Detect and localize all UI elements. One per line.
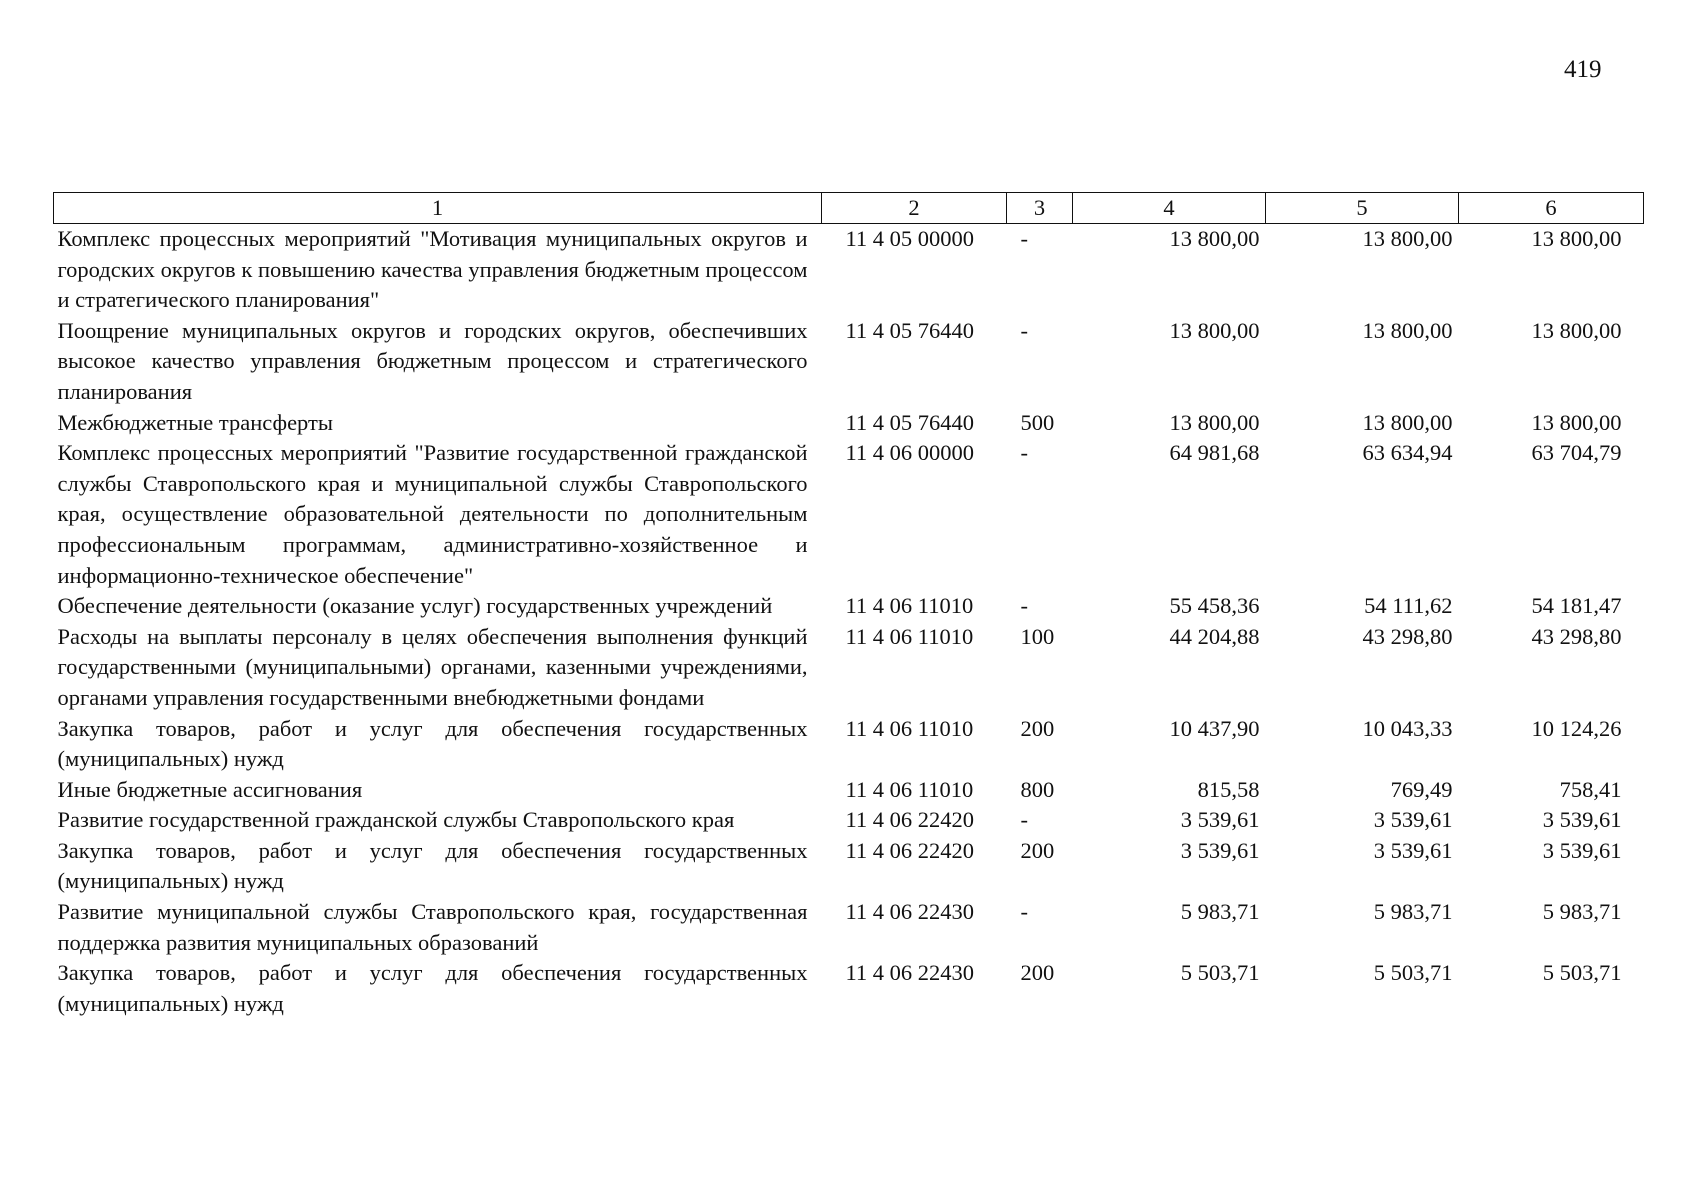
row-expense-type: 200 bbox=[1020, 960, 1055, 986]
table-row bbox=[54, 836, 1644, 897]
table-row bbox=[54, 408, 1644, 439]
table-row bbox=[54, 224, 1644, 316]
row-expense-type: 100 bbox=[1020, 623, 1055, 649]
row-value-4: 13 800,00 bbox=[1169, 317, 1260, 343]
row-name: Обеспечение деятельности (оказание услуг) государственных учреждений bbox=[57, 593, 773, 619]
row-code: 11 4 06 22430 bbox=[845, 960, 975, 986]
row-name: Поощрение муниципальных округов и городских округов, обеспечивших высокое качество управления бюджетным процессом и стратегического планирования bbox=[57, 317, 808, 404]
table-row bbox=[54, 622, 1644, 714]
row-value-6: 3 539,61 bbox=[1542, 837, 1622, 863]
table-row bbox=[54, 897, 1644, 958]
row-name: Комплекс процессных мероприятий "Мотивация муниципальных округов и городских округов к повышению качества управления бюджетным процессом и стратегического планирования" bbox=[57, 226, 808, 313]
budget-table bbox=[53, 192, 1644, 1019]
row-expense-type: - bbox=[1020, 807, 1028, 833]
row-value-4: 64 981,68 bbox=[1169, 440, 1260, 466]
row-expense-type: 200 bbox=[1020, 837, 1055, 863]
row-value-6: 54 181,47 bbox=[1531, 593, 1622, 619]
column-header: 5 bbox=[1266, 193, 1459, 224]
table-row bbox=[54, 714, 1644, 775]
row-value-4: 3 539,61 bbox=[1180, 837, 1260, 863]
column-header: 6 bbox=[1459, 193, 1644, 224]
row-value-5: 13 800,00 bbox=[1362, 226, 1453, 251]
row-name: Комплекс процессных мероприятий "Развитие государственной гражданской службы Ставропольского края и муниципальной службы Ставропольского края, осуществление образовательной деятельности по дополнительным профессиональным программам, административно-хозяйственное и информационно-техническое обеспечение" bbox=[57, 440, 808, 588]
row-value-5: 13 800,00 bbox=[1362, 409, 1453, 435]
row-code: 11 4 06 00000 bbox=[845, 440, 975, 466]
row-name: Развитие муниципальной службы Ставропольского края, государственная поддержка развития муниципальных образований bbox=[57, 899, 808, 955]
row-value-6: 5 503,71 bbox=[1542, 960, 1622, 986]
table-row bbox=[54, 775, 1644, 806]
row-value-6: 63 704,79 bbox=[1531, 440, 1622, 466]
row-code: 11 4 06 22430 bbox=[845, 899, 975, 925]
row-code: 11 4 05 76440 bbox=[845, 317, 975, 343]
row-value-5: 10 043,33 bbox=[1362, 715, 1453, 741]
header-row bbox=[54, 193, 1644, 224]
row-name: Межбюджетные трансферты bbox=[57, 409, 333, 435]
row-value-6: 13 800,00 bbox=[1531, 317, 1622, 343]
row-name: Закупка товаров, работ и услуг для обеспечения государственных (муниципальных) нужд bbox=[57, 837, 808, 894]
table-row bbox=[54, 316, 1644, 408]
row-value-6: 758,41 bbox=[1559, 776, 1622, 802]
row-name: Закупка товаров, работ и услуг для обеспечения государственных (муниципальных) нужд bbox=[57, 960, 808, 1016]
row-code: 11 4 06 22420 bbox=[845, 807, 975, 833]
row-name: Развитие государственной гражданской службы Ставропольского края bbox=[57, 807, 735, 833]
row-expense-type: - bbox=[1020, 593, 1028, 619]
table-row bbox=[54, 958, 1644, 1019]
column-header: 3 bbox=[1007, 193, 1073, 224]
row-code: 11 4 06 11010 bbox=[845, 593, 974, 619]
row-value-6: 13 800,00 bbox=[1531, 409, 1622, 435]
table-header bbox=[54, 193, 1644, 224]
row-value-4: 815,58 bbox=[1197, 776, 1260, 802]
row-value-5: 5 983,71 bbox=[1373, 899, 1453, 925]
row-value-5: 13 800,00 bbox=[1362, 317, 1453, 343]
table-row bbox=[54, 805, 1644, 836]
row-expense-type: 800 bbox=[1020, 776, 1055, 802]
row-expense-type: - bbox=[1020, 899, 1028, 925]
table-row bbox=[54, 438, 1644, 591]
row-name: Закупка товаров, работ и услуг для обеспечения государственных (муниципальных) нужд bbox=[57, 715, 808, 772]
row-value-4: 5 983,71 bbox=[1180, 899, 1260, 925]
column-header: 4 bbox=[1073, 193, 1266, 224]
row-value-5: 63 634,94 bbox=[1362, 440, 1453, 466]
column-header: 1 bbox=[54, 193, 822, 224]
row-value-6: 3 539,61 bbox=[1542, 807, 1622, 833]
page-number: 419 bbox=[1564, 56, 1602, 83]
row-expense-type: 200 bbox=[1020, 715, 1055, 741]
row-code: 11 4 06 22420 bbox=[845, 837, 975, 863]
row-value-5: 769,49 bbox=[1390, 776, 1453, 802]
row-value-5: 54 111,62 bbox=[1364, 593, 1453, 619]
row-value-4: 3 539,61 bbox=[1180, 807, 1260, 833]
row-name: Расходы на выплаты персоналу в целях обеспечения выполнения функций государственными (муниципальными) органами, казенными учреждениями, органами управления государственными внебюджетными фондами bbox=[57, 623, 808, 710]
row-value-6: 13 800,00 bbox=[1531, 226, 1622, 251]
row-value-6: 43 298,80 bbox=[1531, 623, 1622, 649]
table-body bbox=[54, 224, 1644, 1020]
row-value-5: 3 539,61 bbox=[1373, 837, 1453, 863]
row-value-4: 10 437,90 bbox=[1169, 715, 1260, 741]
table-row bbox=[54, 591, 1644, 622]
row-value-6: 10 124,26 bbox=[1531, 715, 1622, 741]
row-expense-type: - bbox=[1020, 226, 1028, 251]
row-code: 11 4 05 00000 bbox=[845, 226, 975, 251]
row-value-5: 43 298,80 bbox=[1362, 623, 1453, 649]
row-value-4: 5 503,71 bbox=[1180, 960, 1260, 986]
row-value-4: 44 204,88 bbox=[1169, 623, 1260, 649]
row-expense-type: 500 bbox=[1020, 409, 1055, 435]
row-expense-type: - bbox=[1020, 317, 1028, 343]
row-expense-type: - bbox=[1020, 440, 1028, 466]
row-code: 11 4 05 76440 bbox=[845, 409, 975, 435]
row-value-5: 3 539,61 bbox=[1373, 807, 1453, 833]
row-code: 11 4 06 11010 bbox=[845, 715, 974, 741]
column-header: 2 bbox=[822, 193, 1007, 224]
row-code: 11 4 06 11010 bbox=[845, 623, 974, 649]
row-name: Иные бюджетные ассигнования bbox=[57, 776, 363, 802]
row-value-4: 55 458,36 bbox=[1169, 593, 1260, 619]
row-value-4: 13 800,00 bbox=[1169, 409, 1260, 435]
row-value-4: 13 800,00 bbox=[1169, 226, 1260, 251]
row-value-6: 5 983,71 bbox=[1542, 899, 1622, 925]
row-value-5: 5 503,71 bbox=[1373, 960, 1453, 986]
row-code: 11 4 06 11010 bbox=[845, 776, 974, 802]
